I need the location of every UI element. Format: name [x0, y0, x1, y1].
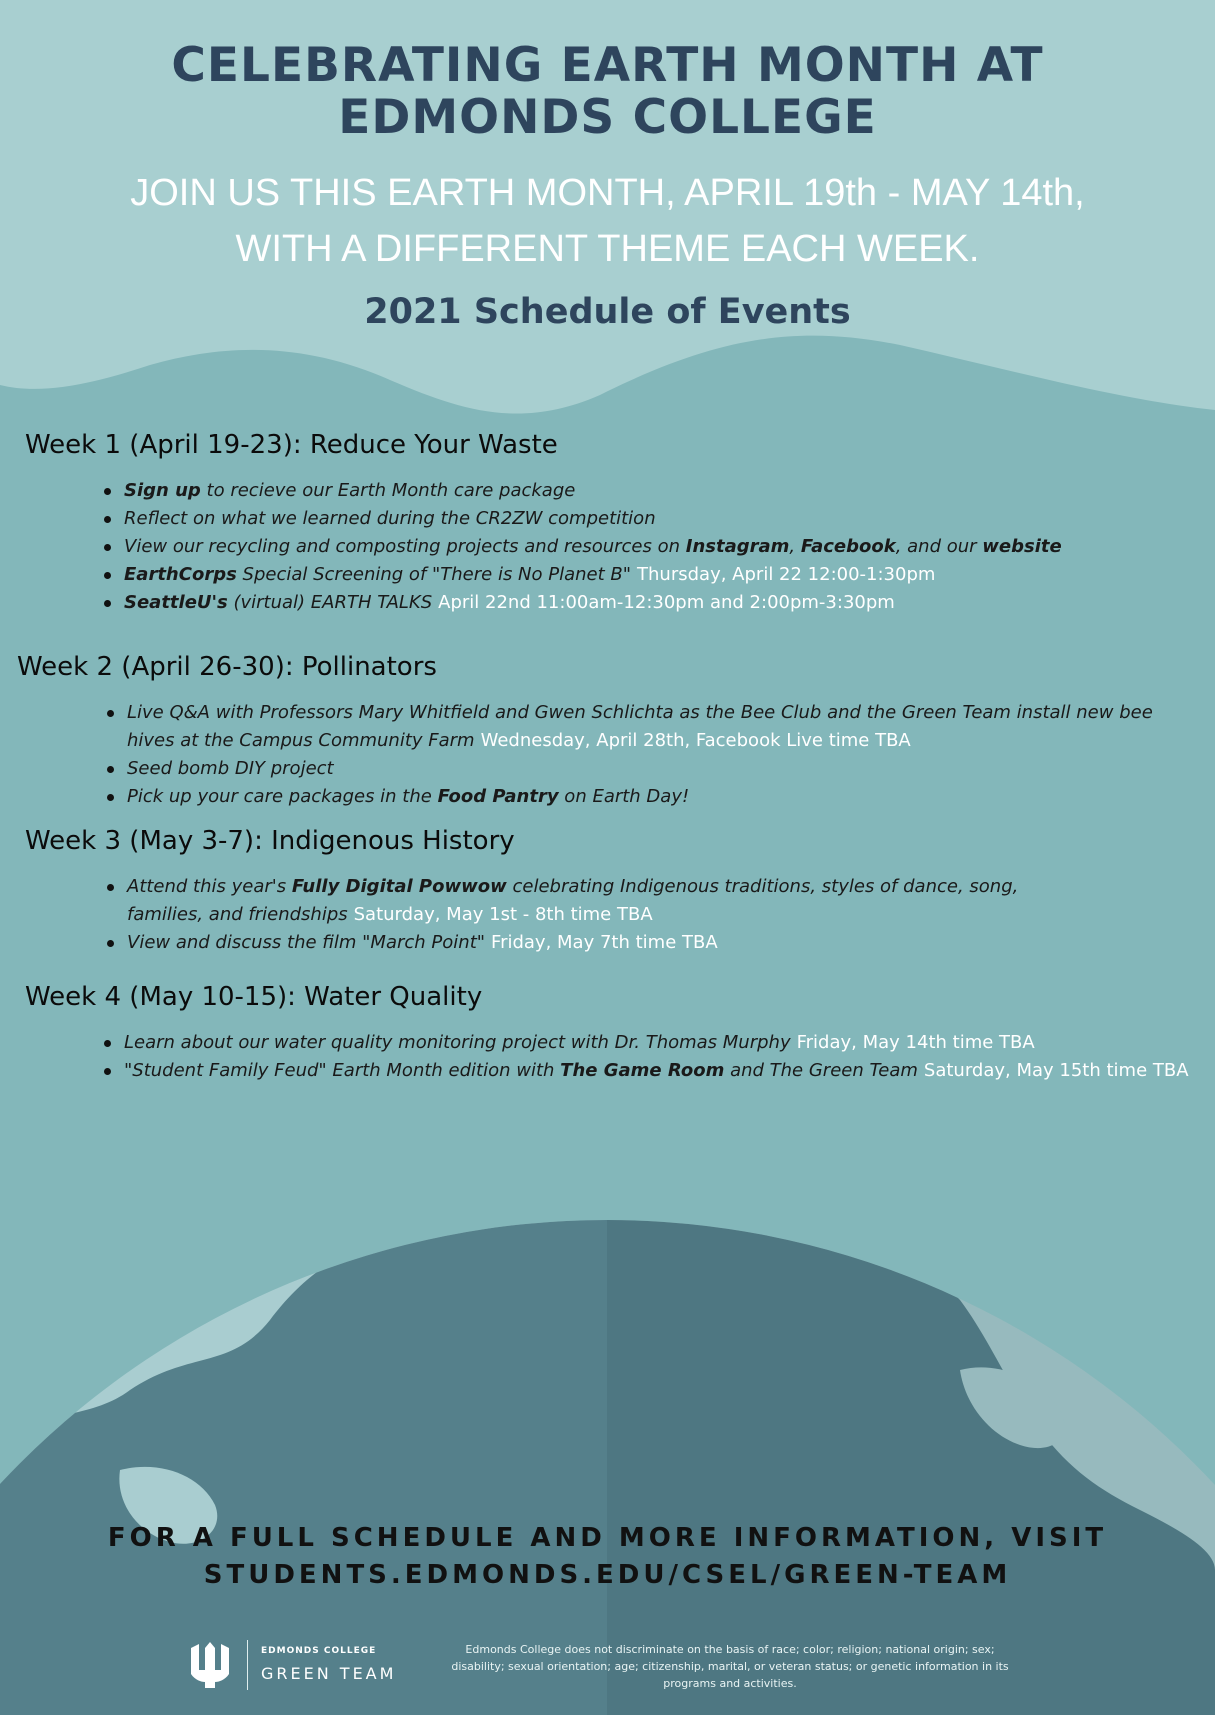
- week-3-heading: Week 3 (May 3-7): Indigenous History: [25, 826, 515, 856]
- event-time: Wednesday, April 28th, Facebook Live time TBA: [480, 730, 911, 751]
- item-text: Special Screening of "There is No Planet B": [236, 564, 632, 585]
- cta-url-link[interactable]: STUDENTS.EDMONDS.EDU/CSEL/GREEN-TEAM: [203, 1560, 1012, 1590]
- event-time: Saturday, May 1st - 8th time TBA: [353, 904, 653, 925]
- event-time: Friday, May 14th time TBA: [796, 1032, 1035, 1053]
- food-pantry-label: Food Pantry: [437, 786, 559, 807]
- list-item: [127, 699, 1170, 755]
- week-2-heading: Week 2 (April 26-30): Pollinators: [17, 652, 437, 682]
- week-4-list: [0, 1029, 1215, 1085]
- item-text: and The Green Team: [724, 1060, 918, 1081]
- item-text: View and discuss the film "March Point": [127, 932, 486, 953]
- week-4-heading: Week 4 (May 10-15): Water Quality: [25, 982, 483, 1012]
- title-line-1: CELEBRATING EARTH MONTH AT: [171, 38, 1044, 93]
- logo-college-name: EDMONDS COLLEGE: [261, 1646, 377, 1656]
- title-line-2: EDMONDS COLLEGE: [338, 90, 877, 145]
- cta-line-1: FOR A FULL SCHEDULE AND MORE INFORMATION, VISIT: [107, 1523, 1108, 1553]
- item-text: to recieve our Earth Month care package: [200, 480, 576, 501]
- list-item: [124, 1057, 1215, 1085]
- item-text: Learn about our water quality monitoring project with Dr. Thomas Murphy: [124, 1032, 791, 1053]
- game-room-label: The Game Room: [560, 1060, 725, 1081]
- page-subtitle: [0, 165, 1215, 277]
- instagram-link[interactable]: Instagram: [685, 536, 790, 557]
- footer-call-to-action: [0, 1520, 1215, 1594]
- website-link[interactable]: website: [982, 536, 1062, 557]
- list-item: [124, 1029, 1215, 1057]
- item-text: celebrating Indigenous traditions, styles of dance, song, families, and friendships: [127, 876, 1019, 925]
- list-item: [124, 477, 1215, 505]
- event-time: Thursday, April 22 12:00-1:30pm: [637, 564, 936, 585]
- schedule-heading: 2021 Schedule of Events: [364, 292, 851, 332]
- week-4-section: [0, 982, 1215, 1085]
- list-item: [124, 589, 1215, 617]
- subtitle-line-2: WITH A DIFFERENT THEME EACH WEEK.: [235, 228, 980, 270]
- green-team-logo: [185, 1636, 415, 1696]
- item-text: "Student Family Feud" Earth Month edition with: [124, 1060, 561, 1081]
- week-1-heading: Week 1 (April 19-23): Reduce Your Waste: [25, 430, 558, 460]
- week-1-list: [0, 477, 1215, 617]
- globe-illustration: [0, 1110, 1215, 1715]
- non-discrimination-statement: Edmonds College does not discriminate on the basis of race; color; religion; national origin; sex; disability; sexual orientation; age; citizenship, marital, or veteran status; or genetic information in its programs and activities.: [451, 1643, 1009, 1690]
- logo-divider: [247, 1640, 248, 1690]
- item-text: (virtual) EARTH TALKS: [227, 592, 433, 613]
- week-2-section: [0, 652, 1215, 811]
- list-item: [124, 533, 1215, 561]
- list-item: [127, 929, 1085, 957]
- list-item: [127, 873, 1085, 929]
- item-text: Pick up your care packages in the: [127, 786, 438, 807]
- list-item: [127, 755, 1170, 783]
- item-text: View our recycling and composting projects and resources on: [124, 536, 686, 557]
- event-time: April 22nd 11:00am-12:30pm and 2:00pm-3:30pm: [438, 592, 895, 613]
- week-2-list: [0, 699, 1215, 811]
- item-text: Attend this year's: [127, 876, 292, 897]
- list-item: [124, 505, 1215, 533]
- logo-team-name: GREEN TEAM: [261, 1664, 397, 1683]
- event-time: Friday, May 7th time TBA: [491, 932, 718, 953]
- list-item: [127, 783, 1170, 811]
- item-text: on Earth Day!: [558, 786, 690, 807]
- header-band: [0, 0, 1215, 420]
- seattleu-label: SeattleU's: [124, 592, 228, 613]
- powwow-label: Fully Digital Powwow: [291, 876, 507, 897]
- earthcorps-label: EarthCorps: [124, 564, 237, 585]
- page-title: [0, 40, 1215, 144]
- week-1-section: [0, 430, 1215, 617]
- item-text: , and our: [895, 536, 983, 557]
- item-text: Reflect on what we learned during the CR2ZW competition: [124, 508, 656, 529]
- facebook-link[interactable]: Facebook: [800, 536, 896, 557]
- subtitle-line-1: JOIN US THIS EARTH MONTH, APRIL 19th - MAY 14th,: [130, 172, 1085, 214]
- item-text: Seed bomb DIY project: [127, 758, 334, 779]
- list-item: [124, 561, 1215, 589]
- signup-link[interactable]: Sign up: [124, 480, 201, 501]
- trident-icon: [185, 1640, 235, 1690]
- week-3-section: [0, 826, 1215, 957]
- event-time: Saturday, May 15th time TBA: [923, 1060, 1189, 1081]
- week-3-list: [0, 873, 1215, 957]
- item-text: ,: [789, 536, 801, 557]
- item-text: Live Q&A with Professors Mary Whitfield and Gwen Schlichta as the Bee Club and the Green Team install new bee hives at the Campus Community Farm: [127, 702, 1153, 751]
